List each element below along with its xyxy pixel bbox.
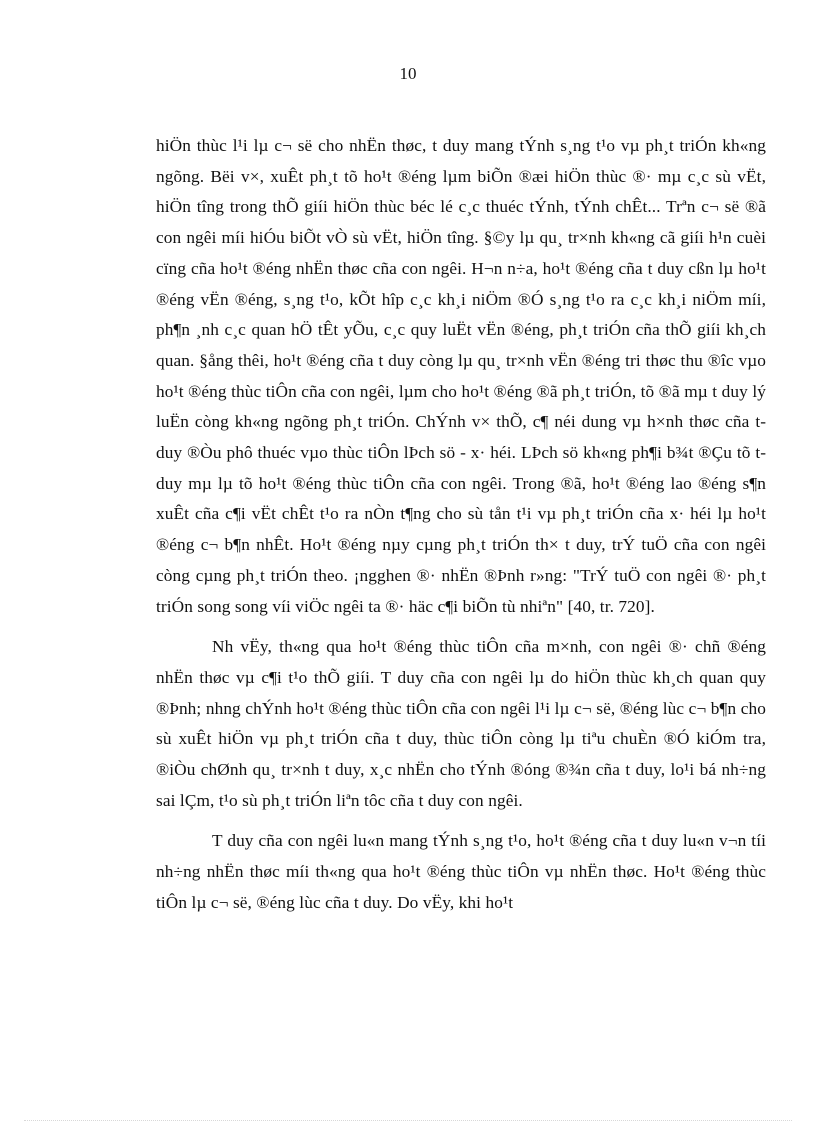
page-number: 10 — [399, 64, 417, 83]
paragraph: T duy cña con ngêi lu«n mang tÝnh s¸ng t¹o, ho¹t ®éng cña t duy lu«n v¬n tíi nh÷ng nhËn thøc míi th«ng qua ho¹t ®éng thùc tiÔn vµ nhËn thøc. Ho¹t ®éng thùc tiÔn lµ c¬ së, ®éng lùc cña t duy. Do vËy, khi ho¹t — [156, 831, 766, 912]
paragraph: hiÖn thùc l¹i lµ c¬ së cho nhËn thøc, t duy mang tÝnh s¸ng t¹o vµ ph¸t triÓn kh«ng ngõng. Bëi v×, xuÊt ph¸t tõ ho¹t ®éng lµm biÕn ®æi hiÖn thùc ®· mµ c¸c sù vËt, hiÖn tîng trong thÕ giíi hiÖn thùc béc lé c¸c thuéc tÝnh, tÝnh chÊt... Trªn c¬ së ®ã con ngêi míi hiÓu biÕt vÒ sù vËt, hiÖn tîng. §©y lµ qu¸ tr×nh kh«ng cã giíi h¹n cuèi cïng cña ho¹t ®éng nhËn thøc cña con ngêi. H¬n n÷a, ho¹t ®éng cña t duy cßn lµ ho¹t ®éng vËn ®éng, s¸ng t¹o, kÕt hîp c¸c kh¸i niÖm ®Ó s¸ng t¹o ra c¸c kh¸i niÖm míi, ph¶n ¸nh c¸c quan hÖ tÊt yÕu, c¸c quy luËt vËn ®éng, ph¸t triÓn cña thÕ giíi kh¸ch quan. §ång thêi, ho¹t ®éng cña t duy còng lµ qu¸ tr×nh vËn ®éng tri thøc thu ®îc vµo ho¹t ®éng thùc tiÔn cña con ngêi, lµm cho ho¹t ®éng ®ã ph¸t triÓn, tõ ®ã mµ t duy lý luËn còng kh«ng ngõng ph¸t triÓn. ChÝnh v× thÕ, c¶ néi dung vµ h×nh thøc cña t duy ®Òu phô thuéc vµo thùc tiÔn lÞch sö - x· héi. LÞch sö kh«ng ph¶i b¾t ®Çu tõ t duy mµ lµ tõ ho¹t ®éng thùc tiÔn cña con ngêi. Trong ®ã, ho¹t ®éng lao ®éng s¶n xuÊt cña c¶i vËt chÊt t¹o ra nÒn t¶ng cho sù tån t¹i vµ ph¸t triÓn cña x· héi lµ ho¹t ®éng c¬ b¶n nhÊt. Ho¹t ®éng nµy cµng ph¸t triÓn th× t duy, trÝ tuÖ cña con ngêi còng cµng ph¸t triÓn theo. ¡ngghen ®· nhËn ®Þnh r»ng: "TrÝ tuÖ con ngêi ®· ph¸t triÓn song song víi viÖc ngêi ta ®· häc c¶i biÕn tù nhiªn" [40, tr. 720]. — [156, 136, 766, 616]
page-bottom-divider — [24, 1120, 792, 1121]
body-text — [156, 131, 766, 929]
paragraph: Nh vËy, th«ng qua ho¹t ®éng thùc tiÔn cña m×nh, con ngêi ®· chñ ®éng nhËn thøc vµ c¶i t¹o thÕ giíi. T duy cña con ngêi lµ do hiÖn thùc kh¸ch quan quy ®Þnh; nhng chÝnh ho¹t ®éng thùc tiÔn cña con ngêi l¹i lµ c¬ së, ®éng lùc c¬ b¶n cho sù xuÊt hiÖn vµ ph¸t triÓn cña t duy, thùc tiÔn còng lµ tiªu chuÈn ®Ó kiÓm tra, ®iÒu chØnh qu¸ tr×nh t duy, x¸c nhËn cho tÝnh ®óng ®¾n cña t duy, lo¹i bá nh÷ng sai lÇm, t¹o sù ph¸t triÓn liªn tôc cña t duy con ngêi. — [156, 637, 766, 810]
